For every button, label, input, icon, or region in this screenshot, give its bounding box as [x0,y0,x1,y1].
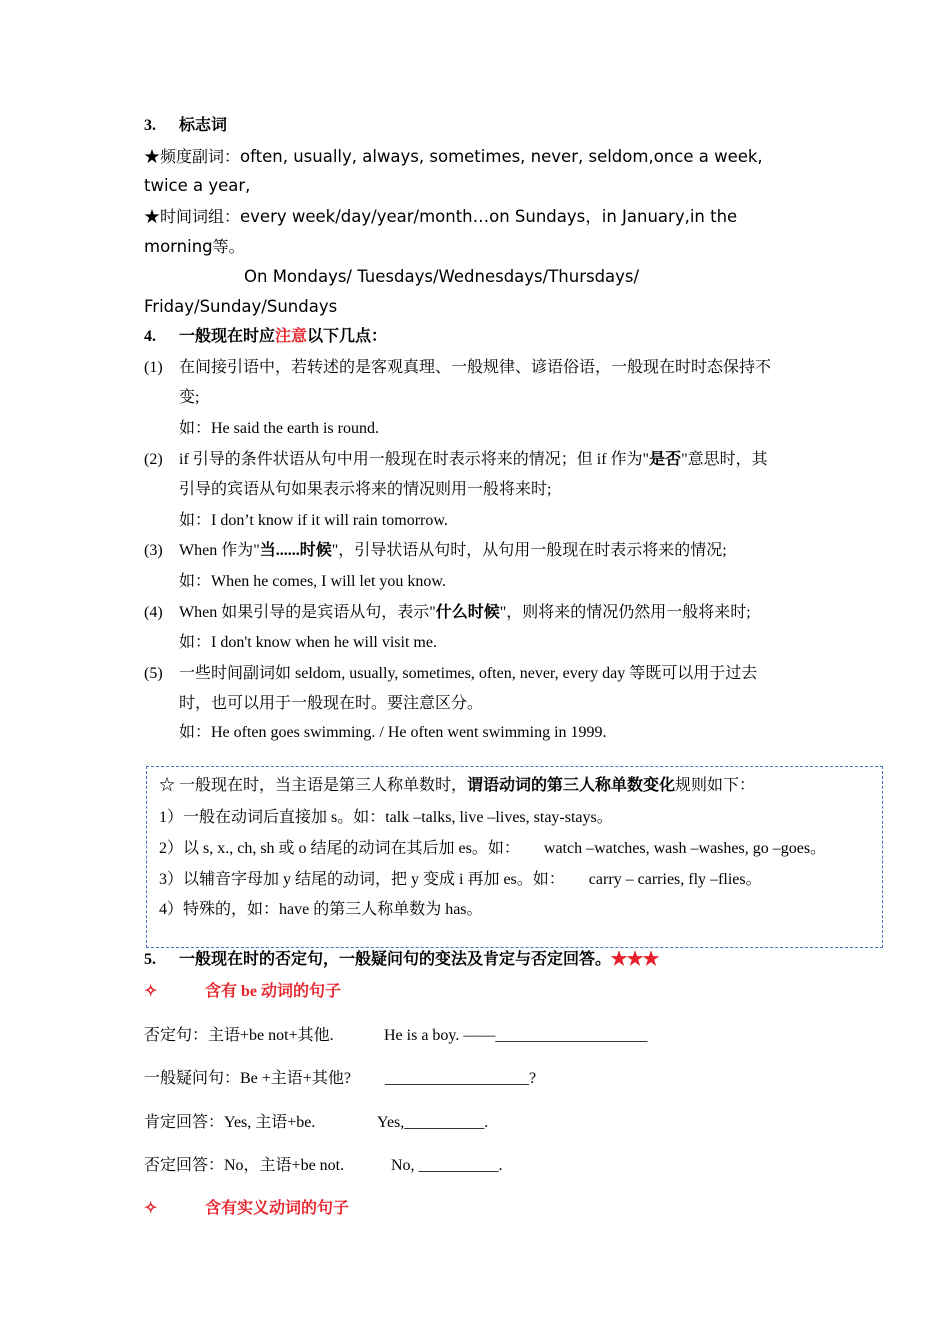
section-3-heading [144,115,227,137]
question-rule: 一般疑问句：Be +主语+其他? [144,1070,351,1087]
time-text: every week/day/year/month…on Sundays，in January,in the [240,207,738,226]
negative-rule: 否定句：主语+be not+其他. [144,1027,334,1044]
section-number: 3. [144,117,156,134]
item-number: (5) [144,665,163,682]
rules-box-title [159,775,755,797]
item-text-cont: 时，也可以用于一般现在时。要注意区分。 [179,695,484,712]
heading-highlight: 注意 [275,328,308,345]
no-answer-blank: No, __________. [391,1157,503,1174]
rule-3-text: 3）以辅音字母加 y 结尾的动词，把 y 变成 i 再加 es。如： [159,871,565,888]
item-number: (3) [144,542,163,559]
item-text: 在间接引语中，若转述的是客观真理、一般规律、谚语俗语，一般现在时时态保持不 [179,359,772,376]
rule-2-text: 2）以 s, x., ch, sh 或 o 结尾的动词在其后加 es。如： [159,840,520,857]
subheading-text: 含有实义动词的句子 [205,1200,350,1217]
heading-text: 标志词 [179,117,228,134]
item-text: When 作为" [179,542,260,559]
subheading-be-verb [144,981,341,1003]
item-text: if 引导的条件状语从句中用一般现在时表示将来的情况；但 if 作为" [179,451,650,468]
no-answer-rule: 否定回答：No，主语+be not. [144,1157,345,1174]
question-blank: __________________? [385,1070,537,1087]
list-item [144,449,768,471]
days-line-2: Friday/Sunday/Sundays [144,297,338,316]
heading-text-end: 以下几点： [307,328,388,345]
item-emphasis: 什么时候 [435,604,500,621]
item-emphasis: 当......时候 [259,542,332,559]
item-number: (4) [144,604,163,621]
item-text-cont: 变; [179,389,200,406]
rules-title-emphasis: 谓语动词的第三人称单数变化 [467,777,676,794]
negative-sentence-line [144,1025,334,1047]
rules-title-text: ☆ 一般现在时，当主语是第三人称单数时， [159,777,468,794]
time-text-suffix: 等。 [212,239,245,256]
item-example: 如：He said the earth is round. [179,420,379,437]
item-number: (1) [144,359,163,376]
rule-3 [159,869,762,891]
rule-3-example: carry – carries, fly –flies。 [588,871,762,888]
list-item [144,540,727,562]
item-example: 如：I don’t know if it will rain tomorrow. [179,512,448,529]
item-example: 如：I don't know when he will visit me. [179,634,437,651]
section-number: 5. [144,951,156,968]
days-line-1: On Mondays/ Tuesdays/Wednesdays/Thursdays/ [244,267,640,286]
list-item [144,663,757,685]
time-text-cont: morning [144,237,213,256]
subheading-notional-verb [144,1198,349,1220]
heading-text: 一般现在时应 [179,328,276,345]
item-text-end: "，引导状语从句时，从句用一般现在时表示将来的情况; [331,542,727,559]
item-text: 一些时间副词如 seldom, usually, sometimes, often, never, every day 等既可以用于过去 [179,665,758,682]
rules-title-end: 规则如下： [675,777,756,794]
rule-2-example: watch –watches, wash –washes, go –goes。 [543,840,827,857]
item-text-end: "意思时，其 [681,451,768,468]
frequency-text-cont: twice a year, [144,176,251,195]
item-example: 如：When he comes, I will let you know. [179,573,446,590]
item-text: When 如果引导的是宾语从句，表示" [179,604,436,621]
rule-4: 4）特殊的，如：have 的第三人称单数为 has。 [159,901,483,918]
item-number: (2) [144,451,163,468]
stars-icon: ★★★ [611,951,660,968]
item-text-cont: 引导的宾语从句如果表示将来的情况则用一般将来时; [179,481,552,498]
heading-text: 一般现在时的否定句，一般疑问句的变法及肯定与否定回答。 [179,951,612,968]
list-item [144,357,771,379]
sparkle-bullet-icon: ✧ [144,1200,158,1217]
time-label: ★时间词组： [144,209,241,226]
negative-example: He is a boy. ——___________________ [384,1027,648,1044]
section-5-heading [144,949,659,971]
section-4-heading [144,326,387,348]
list-item [144,602,751,624]
yes-answer-blank: Yes,__________. [377,1114,489,1131]
time-phrases-cont [144,236,245,259]
frequency-adverbs-line [144,146,763,169]
item-emphasis: 是否 [649,451,682,468]
frequency-text: often, usually, always, sometimes, never, seldom,once a week, [240,147,763,166]
sparkle-bullet-icon: ✧ [144,983,158,1000]
item-example: 如：He often goes swimming. / He often went swimming in 1999. [179,724,607,741]
rule-2 [159,838,826,860]
rule-1: 1）一般在动词后直接加 s。如：talk –talks, live –lives, stay-stays。 [159,809,613,826]
frequency-label: ★频度副词： [144,149,241,166]
yes-answer-rule: 肯定回答：Yes, 主语+be. [144,1114,316,1131]
subheading-text: 含有 be 动词的句子 [205,983,342,1000]
item-text-end: "，则将来的情况仍然用一般将来时; [499,604,751,621]
section-number: 4. [144,328,156,345]
time-phrases-line [144,206,737,229]
